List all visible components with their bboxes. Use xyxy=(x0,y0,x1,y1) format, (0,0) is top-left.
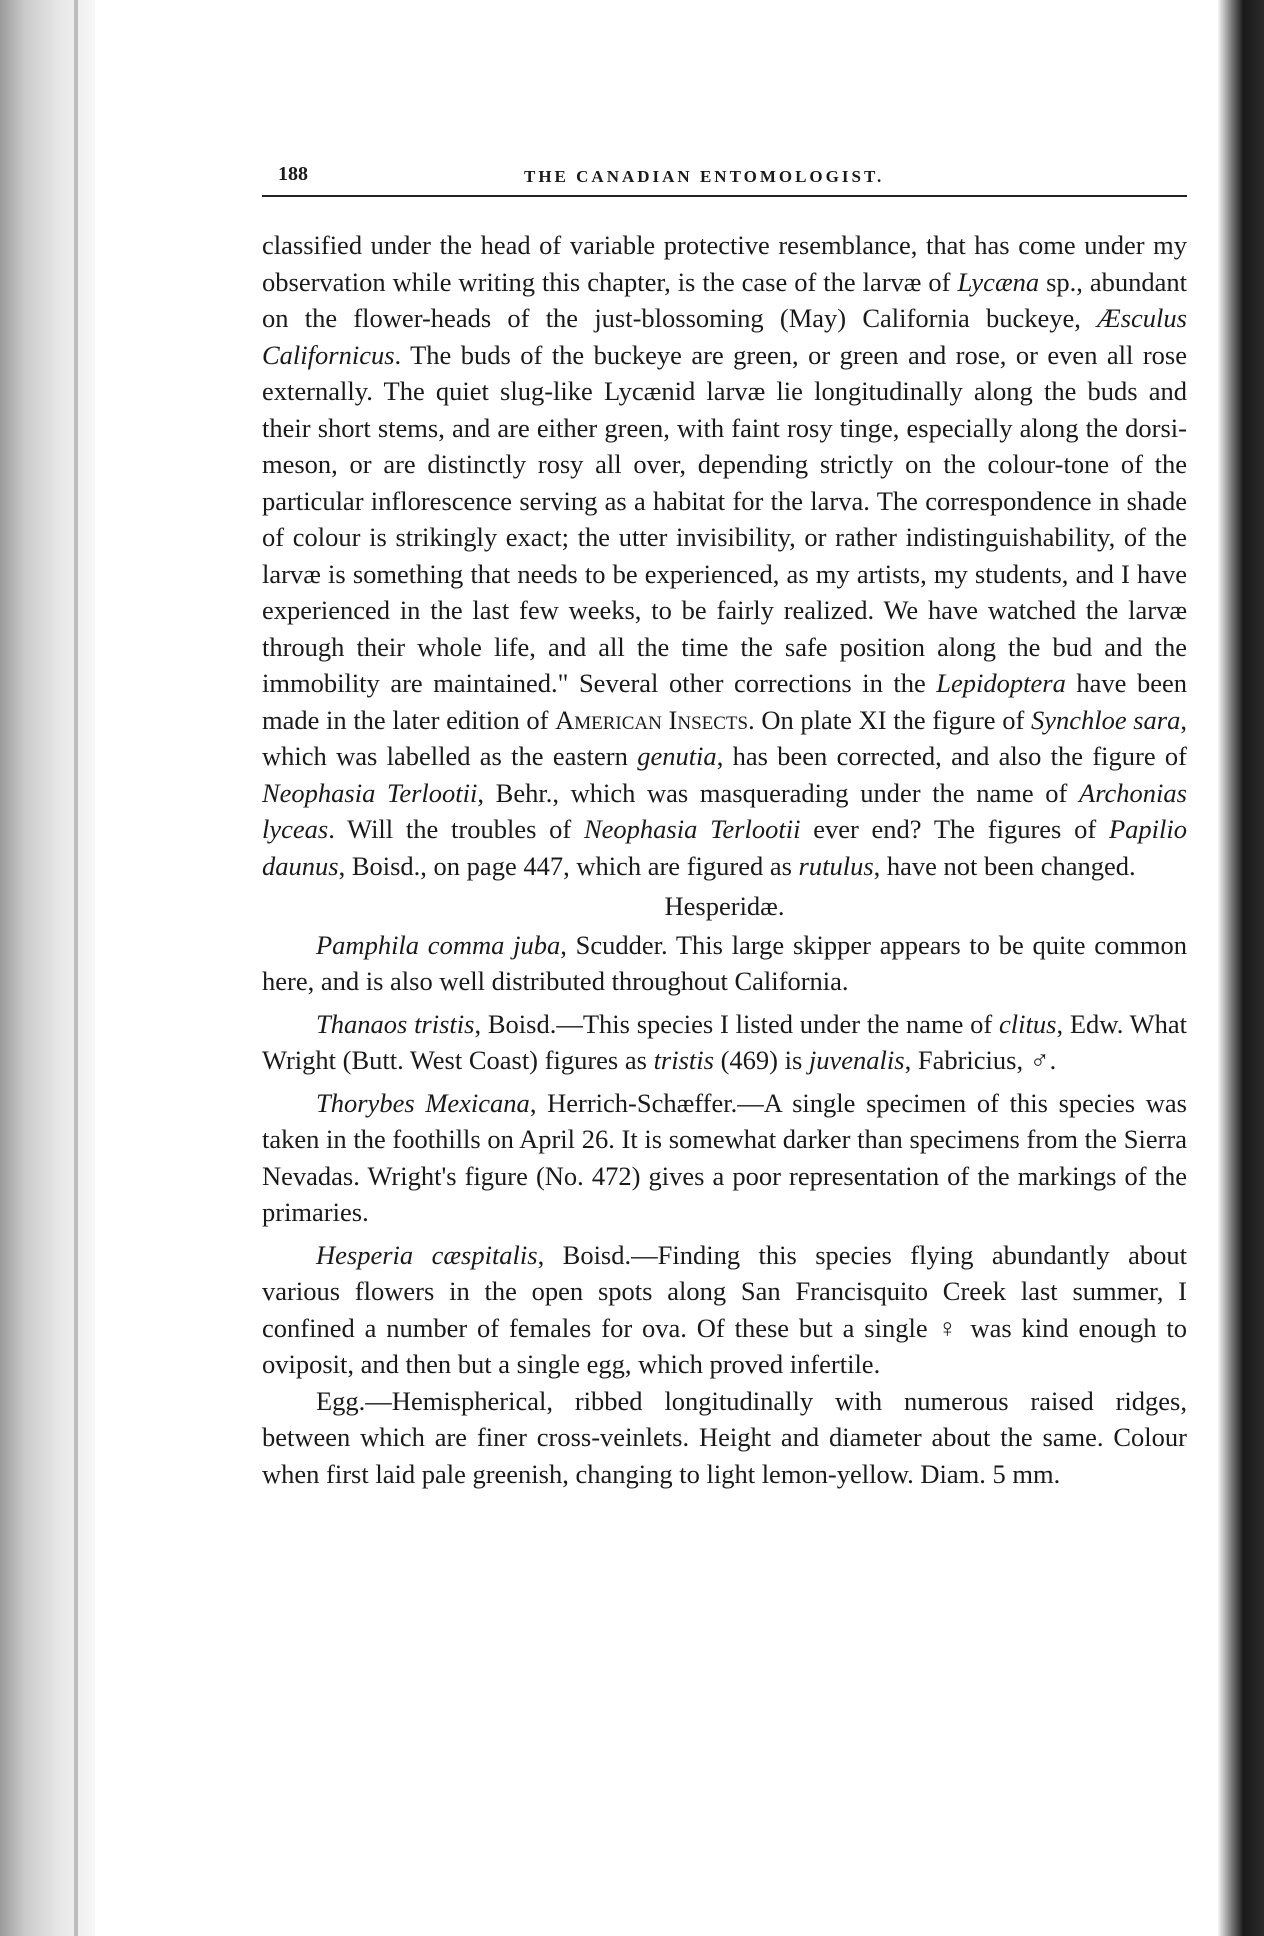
scan-left-gutter xyxy=(0,0,95,1936)
running-title: THE CANADIAN ENTOMOLOGIST. xyxy=(524,167,885,186)
paragraph: Thanaos tristis, Boisd.—This species I listed under the name of clitus, Edw. What Wright (Butt. West Coast) figures as tristis (469) is juvenalis, Fabricius, ♂. xyxy=(262,1008,1187,1075)
body-text xyxy=(262,227,1187,1492)
section-heading: Hesperidæ. xyxy=(664,891,785,921)
paragraph: Egg.—Hemispherical, ribbed longitudinally with numerous raised ridges, between which are finer cross-veinlets. Height and diameter about the same. Colour when first laid pale greenish, changing to light lemon-yellow. Diam. 5 mm. xyxy=(262,1385,1187,1489)
book-page xyxy=(262,155,1187,1492)
paragraph: Hesperia cæspitalis, Boisd.—Finding this species flying abundantly about various flowers in the open spots along San Francisquito Creek last summer, I confined a number of females for ova. Of these but a single ♀ was kind enough to oviposit, and then but a single egg, which proved infertile. xyxy=(262,1239,1187,1379)
page-number: 188 xyxy=(278,163,308,185)
paragraph: Thorybes Mexicana, Herrich-Schæffer.—A single specimen of this species was taken in the foothills on April 26. It is somewhat darker than specimens from the Sierra Nevadas. Wright's figure (No. 472) gives a poor representation of the markings of the primaries. xyxy=(262,1087,1187,1227)
paragraph: Pamphila comma juba, Scudder. This large skipper appears to be quite common here, and is also well distributed throughout California. xyxy=(262,929,1187,996)
scan-right-edge xyxy=(1218,0,1264,1936)
page-header xyxy=(262,155,1187,197)
paragraph: classified under the head of variable protective resemblance, that has come under my observation while writing this chapter, is the case of the larvæ of Lycæna sp., abundant on the flower-heads of the just-blossoming (May) California buckeye, Æsculus Californicus. The buds of the buckeye are green, or green and rose, or even all rose externally. The quiet slug-like Lycænid larvæ lie longitudinally along the buds and their short stems, and are either green, with faint rosy tinge, especially along the dorsi-meson, or are distinctly rosy all over, depending strictly on the colour-tone of the particular inflorescence serving as a habitat for the larva. The correspondence in shade of colour is strikingly exact; the utter invisibility, or rather indistinguishability, of the larvæ is something that needs to be experienced, as my artists, my students, and I have experienced in the last few weeks, to be fairly realized. We have watched the larvæ through their whole life, and all the time the safe position along the bud and the immobility are maintained." Several other corrections in the Lepidoptera have been made in the later edition of American Insects. On plate XI the figure of Synchloe sara, which was labelled as the eastern genutia, has been corrected, and also the figure of Neophasia Terlootii, Behr., which was masquerading under the name of Archonias lyceas. Will the troubles of Neophasia Terlootii ever end? The figures of Papilio daunus, Boisd., on page 447, which are figured as rutulus, have not been changed. xyxy=(262,230,1187,881)
